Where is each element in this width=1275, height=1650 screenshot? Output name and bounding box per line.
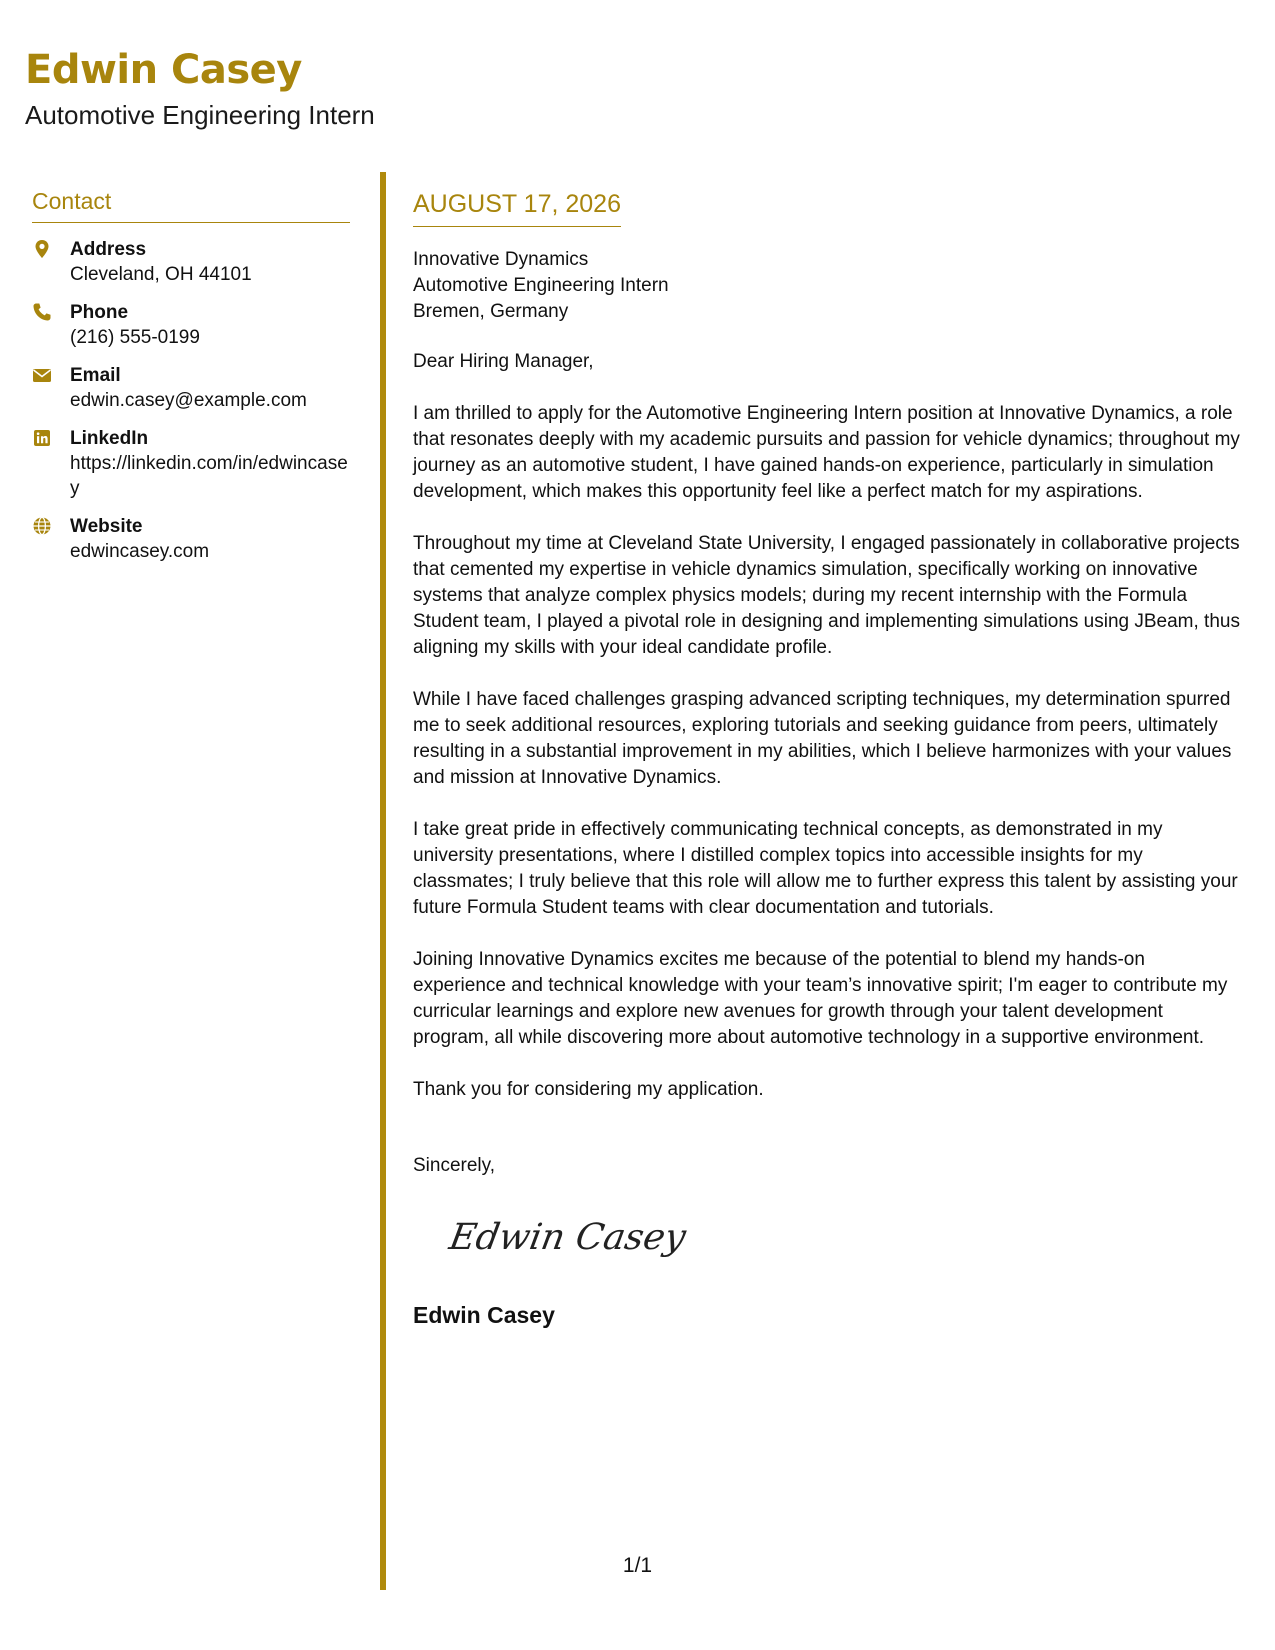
svg-text:Edwin Casey: Edwin Casey xyxy=(446,1215,690,1258)
contact-item-email xyxy=(32,363,350,413)
contact-item-linkedin xyxy=(32,426,350,501)
contact-label: Email xyxy=(70,365,121,386)
recipient-location: Bremen, Germany xyxy=(413,301,569,322)
letter-date: AUGUST 17, 2026 xyxy=(413,188,621,227)
body-paragraph: While I have faced challenges grasping advanced scripting techniques, my determination spurred me to seek additional resources, exploring tutorials and seeking guidance from peers, ultimately resulting in a substantial improvement in my abilities, which I believe harmonizes with your values and mission at Innovative Dynamics. xyxy=(413,689,1232,788)
greeting: Dear Hiring Manager, xyxy=(413,351,594,372)
letter-text xyxy=(413,349,1243,1179)
contact-label: Address xyxy=(70,239,147,260)
contact-item-website xyxy=(32,514,350,564)
linkedin-value[interactable]: https://linkedin.com/in/edwincasey xyxy=(70,453,348,499)
thank-you-line: Thank you for considering my application. xyxy=(413,1079,764,1100)
contact-list xyxy=(32,237,350,564)
signer-name: Edwin Casey xyxy=(413,1302,555,1328)
body-paragraph: I am thrilled to apply for the Automotive Engineering Intern position at Innovative Dynamics, a role that resonates deeply with my academic pursuits and passion for vehicle dynamics; throughout my journey as an automotive student, I have gained hands-on experience, particularly in simulation development, which makes this opportunity feel like a perfect match for my aspirations. xyxy=(413,403,1240,502)
phone-icon xyxy=(32,302,52,322)
contact-label: Phone xyxy=(70,302,129,323)
envelope-icon xyxy=(32,365,52,385)
address-value: Cleveland, OH 44101 xyxy=(70,264,252,285)
letter-body xyxy=(413,188,1243,1330)
recipient-block xyxy=(413,247,1243,325)
phone-value: (216) 555-0199 xyxy=(70,327,200,348)
applicant-title: Automotive Engineering Intern xyxy=(25,100,375,130)
vertical-divider xyxy=(380,172,386,1590)
applicant-name: Edwin Casey xyxy=(25,47,302,93)
page-number: 1/1 xyxy=(622,1554,653,1577)
closing: Sincerely, xyxy=(413,1155,496,1176)
contact-heading: Contact xyxy=(32,186,350,223)
contact-item-address xyxy=(32,237,350,287)
website-value[interactable]: edwincasey.com xyxy=(70,541,210,562)
body-paragraph: Joining Innovative Dynamics excites me because of the potential to blend my hands-on experience and technical knowledge with your team’s innovative spirit; I'm eager to contribute my curricular learnings and explore new avenues for growth through your talent development program, all while discovering more about automotive technology in a supportive environment. xyxy=(413,949,1228,1048)
map-pin-icon xyxy=(32,239,52,259)
contact-label: LinkedIn xyxy=(70,428,149,449)
body-paragraph: Throughout my time at Cleveland State University, I engaged passionately in collaborative projects that cemented my expertise in vehicle dynamics simulation, specifically working on innovative systems that analyze complex physics models; during my recent internship with the Formula Student team, I played a pivotal role in designing and implementing simulations using JBeam, thus aligning my skills with your ideal candidate profile. xyxy=(413,533,1240,658)
contact-item-phone xyxy=(32,300,350,350)
globe-icon xyxy=(32,516,52,536)
recipient-company: Innovative Dynamics xyxy=(413,249,589,270)
contact-label: Website xyxy=(70,516,143,537)
recipient-position: Automotive Engineering Intern xyxy=(413,275,669,296)
linkedin-icon xyxy=(32,428,52,448)
body-paragraph: I take great pride in effectively communicating technical concepts, as demonstrated in my university presentations, where I distilled complex topics into accessible insights for my classmates; I truly believe that this role will allow me to further express this talent by assisting your future Formula Student teams with clear documentation and tutorials. xyxy=(413,819,1238,918)
email-value[interactable]: edwin.casey@example.com xyxy=(70,390,307,411)
handwritten-signature xyxy=(443,1209,690,1269)
contact-sidebar xyxy=(32,186,350,577)
